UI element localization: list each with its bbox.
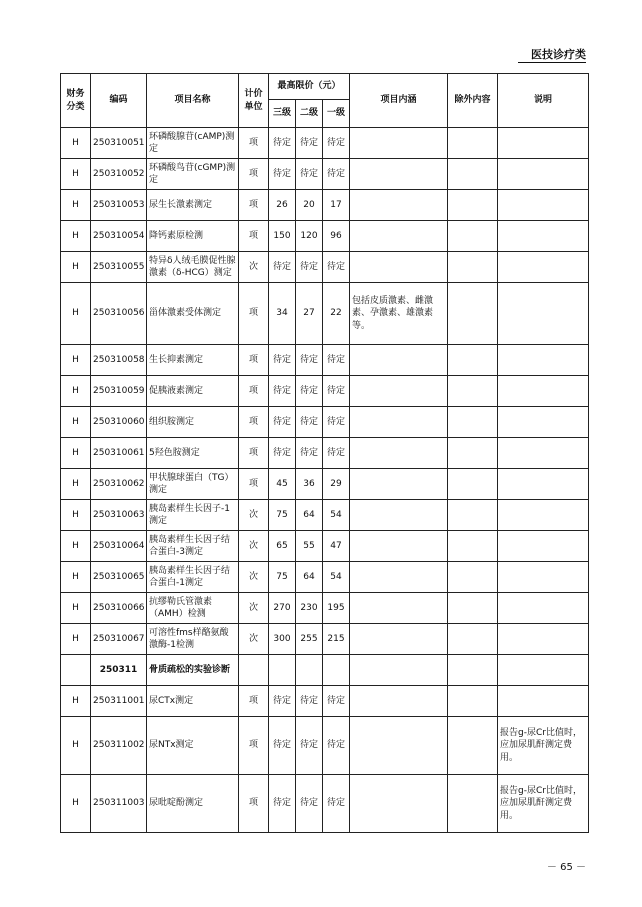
- header-exclusions: 除外内容: [448, 74, 498, 128]
- row-exclusions: [448, 655, 498, 686]
- row-price-level3: 待定: [269, 407, 296, 438]
- row-price-level1: 215: [323, 624, 350, 655]
- row-category: H: [61, 376, 91, 407]
- table-row: [61, 221, 589, 252]
- row-name: 尿NTx测定: [147, 717, 239, 775]
- table-row: [61, 252, 589, 283]
- row-price-level2: 待定: [296, 159, 323, 190]
- header-unit: 计价单位: [239, 74, 269, 128]
- row-exclusions: [448, 562, 498, 593]
- row-content: [350, 717, 448, 775]
- row-exclusions: [448, 252, 498, 283]
- row-name: 骨质疏松的实验诊断: [147, 655, 239, 686]
- header-level2: 二级: [296, 100, 323, 128]
- row-code: 250311: [91, 655, 147, 686]
- row-price-level1: 17: [323, 190, 350, 221]
- row-price-level2: 待定: [296, 252, 323, 283]
- header-category: 财务分类: [61, 74, 91, 128]
- row-code: 250310052: [91, 159, 147, 190]
- row-name: 生长抑素测定: [147, 345, 239, 376]
- row-price-level1: 54: [323, 562, 350, 593]
- row-unit: 项: [239, 376, 269, 407]
- row-name: 胰岛素样生长因子结合蛋白-3测定: [147, 531, 239, 562]
- row-code: 250310065: [91, 562, 147, 593]
- row-price-level3: 75: [269, 500, 296, 531]
- row-unit: 次: [239, 500, 269, 531]
- row-content: [350, 655, 448, 686]
- row-code: 250310060: [91, 407, 147, 438]
- table-row: [61, 438, 589, 469]
- table-row: [61, 562, 589, 593]
- row-content: [350, 128, 448, 159]
- row-price-level2: 64: [296, 562, 323, 593]
- row-name: 胰岛素样生长因子结合蛋白-1测定: [147, 562, 239, 593]
- row-content: [350, 221, 448, 252]
- row-price-level1: 47: [323, 531, 350, 562]
- row-name: 尿生长激素测定: [147, 190, 239, 221]
- row-code: 250310067: [91, 624, 147, 655]
- row-name: 胰岛素样生长因子-1测定: [147, 500, 239, 531]
- row-code: 250311001: [91, 686, 147, 717]
- row-notes: [498, 655, 589, 686]
- row-price-level2: 27: [296, 283, 323, 345]
- page-number: － 65 －: [546, 862, 586, 873]
- row-content: [350, 159, 448, 190]
- row-content: [350, 775, 448, 833]
- row-price-level2: 待定: [296, 345, 323, 376]
- table-row: [61, 407, 589, 438]
- row-content: [350, 438, 448, 469]
- row-unit: 项: [239, 775, 269, 833]
- row-name: 抗缪勒氏管激素（AMH）检测: [147, 593, 239, 624]
- row-code: 250310055: [91, 252, 147, 283]
- row-category: H: [61, 438, 91, 469]
- row-code: 250310063: [91, 500, 147, 531]
- section-title: 医技诊疗类: [531, 48, 586, 61]
- row-price-level1: 待定: [323, 252, 350, 283]
- row-price-level3: 75: [269, 562, 296, 593]
- header-code: 编码: [91, 74, 147, 128]
- row-notes: [498, 345, 589, 376]
- row-exclusions: [448, 407, 498, 438]
- header-notes: 说明: [498, 74, 589, 128]
- row-content: [350, 531, 448, 562]
- row-notes: [498, 562, 589, 593]
- row-price-level2: 255: [296, 624, 323, 655]
- table-row: [61, 624, 589, 655]
- row-category: H: [61, 531, 91, 562]
- fee-table: [60, 73, 589, 833]
- row-content: [350, 469, 448, 500]
- section-row: [61, 655, 589, 686]
- row-exclusions: [448, 717, 498, 775]
- row-price-level2: 36: [296, 469, 323, 500]
- row-unit: 项: [239, 283, 269, 345]
- row-price-level2: 64: [296, 500, 323, 531]
- row-category: H: [61, 190, 91, 221]
- row-exclusions: [448, 775, 498, 833]
- row-unit: 项: [239, 190, 269, 221]
- row-price-level3: [269, 655, 296, 686]
- row-price-level3: 待定: [269, 376, 296, 407]
- row-unit: 次: [239, 531, 269, 562]
- row-price-level1: 待定: [323, 345, 350, 376]
- row-code: 250310061: [91, 438, 147, 469]
- row-price-level3: 26: [269, 190, 296, 221]
- row-price-level2: 230: [296, 593, 323, 624]
- row-notes: [498, 252, 589, 283]
- row-category: H: [61, 775, 91, 833]
- row-code: 250310053: [91, 190, 147, 221]
- row-category: H: [61, 717, 91, 775]
- row-price-level1: 96: [323, 221, 350, 252]
- row-price-level3: 34: [269, 283, 296, 345]
- row-notes: [498, 593, 589, 624]
- row-content: [350, 562, 448, 593]
- row-name: 尿CTx测定: [147, 686, 239, 717]
- row-unit: 次: [239, 562, 269, 593]
- row-exclusions: [448, 438, 498, 469]
- row-category: H: [61, 252, 91, 283]
- row-name: 5羟色胺测定: [147, 438, 239, 469]
- row-notes: [498, 159, 589, 190]
- row-name: 组织胺测定: [147, 407, 239, 438]
- row-price-level2: 55: [296, 531, 323, 562]
- table-row: [61, 500, 589, 531]
- row-price-level2: 待定: [296, 717, 323, 775]
- row-price-level1: 待定: [323, 438, 350, 469]
- table-row: [61, 345, 589, 376]
- row-category: H: [61, 500, 91, 531]
- row-content: [350, 407, 448, 438]
- row-price-level3: 待定: [269, 345, 296, 376]
- row-exclusions: [448, 593, 498, 624]
- row-code: 250311002: [91, 717, 147, 775]
- row-notes: [498, 283, 589, 345]
- row-price-level2: 待定: [296, 686, 323, 717]
- row-category: H: [61, 593, 91, 624]
- row-unit: 项: [239, 407, 269, 438]
- row-name: 可溶性fms样酪氨酸激酶-1检测: [147, 624, 239, 655]
- row-notes: 报告g-尿Cr比值时，应加尿肌酐测定费用。: [498, 717, 589, 775]
- row-exclusions: [448, 283, 498, 345]
- row-unit: 项: [239, 128, 269, 159]
- row-price-level2: 待定: [296, 407, 323, 438]
- table-row: [61, 128, 589, 159]
- row-code: 250310051: [91, 128, 147, 159]
- row-price-level1: 待定: [323, 717, 350, 775]
- row-code: 250310064: [91, 531, 147, 562]
- row-price-level2: 待定: [296, 438, 323, 469]
- row-exclusions: [448, 159, 498, 190]
- row-price-level1: 待定: [323, 775, 350, 833]
- table-row: [61, 717, 589, 775]
- row-price-level1: 54: [323, 500, 350, 531]
- row-unit: 项: [239, 159, 269, 190]
- row-price-level3: 待定: [269, 159, 296, 190]
- row-exclusions: [448, 128, 498, 159]
- row-code: 250310054: [91, 221, 147, 252]
- row-name: 特异δ人绒毛膜促性腺激素（δ-HCG）测定: [147, 252, 239, 283]
- row-name: 尿吡啶酚测定: [147, 775, 239, 833]
- row-price-level3: 待定: [269, 252, 296, 283]
- row-category: H: [61, 624, 91, 655]
- row-exclusions: [448, 624, 498, 655]
- row-price-level1: 22: [323, 283, 350, 345]
- row-content: [350, 593, 448, 624]
- row-name: 环磷酸鸟苷(cGMP)测定: [147, 159, 239, 190]
- row-price-level1: 29: [323, 469, 350, 500]
- row-price-level1: 待定: [323, 407, 350, 438]
- row-code: 250310058: [91, 345, 147, 376]
- table-row: [61, 376, 589, 407]
- row-code: 250310056: [91, 283, 147, 345]
- row-category: H: [61, 221, 91, 252]
- row-unit: 项: [239, 469, 269, 500]
- row-notes: [498, 686, 589, 717]
- row-notes: [498, 221, 589, 252]
- row-content: [350, 345, 448, 376]
- row-price-level1: 195: [323, 593, 350, 624]
- row-unit: 次: [239, 593, 269, 624]
- row-price-level3: 150: [269, 221, 296, 252]
- row-content: [350, 686, 448, 717]
- row-name: 环磷酸腺苷(cAMP)测定: [147, 128, 239, 159]
- row-notes: [498, 531, 589, 562]
- header-content: 项目内涵: [350, 74, 448, 128]
- row-unit: 项: [239, 221, 269, 252]
- row-notes: [498, 469, 589, 500]
- row-exclusions: [448, 376, 498, 407]
- row-exclusions: [448, 531, 498, 562]
- row-notes: 报告g-尿Cr比值时，应加尿肌酐测定费用。: [498, 775, 589, 833]
- row-price-level2: 120: [296, 221, 323, 252]
- row-name: 甾体激素受体测定: [147, 283, 239, 345]
- row-price-level2: 待定: [296, 376, 323, 407]
- row-price-level3: 45: [269, 469, 296, 500]
- row-code: 250311003: [91, 775, 147, 833]
- row-content: 包括皮质激素、雌激素、孕激素、雄激素等。: [350, 283, 448, 345]
- table-row: [61, 190, 589, 221]
- row-price-level3: 待定: [269, 686, 296, 717]
- row-category: [61, 655, 91, 686]
- table-row: [61, 469, 589, 500]
- row-exclusions: [448, 345, 498, 376]
- row-notes: [498, 128, 589, 159]
- row-price-level3: 300: [269, 624, 296, 655]
- row-name: 甲状腺球蛋白（TG）测定: [147, 469, 239, 500]
- row-content: [350, 624, 448, 655]
- table-row: [61, 159, 589, 190]
- row-price-level1: [323, 655, 350, 686]
- header-max-price: 最高限价（元）: [269, 74, 350, 100]
- row-unit: 次: [239, 252, 269, 283]
- row-category: H: [61, 283, 91, 345]
- row-code: 250310059: [91, 376, 147, 407]
- row-category: H: [61, 345, 91, 376]
- table-row: [61, 531, 589, 562]
- row-price-level3: 待定: [269, 438, 296, 469]
- row-price-level3: 65: [269, 531, 296, 562]
- header-level3: 三级: [269, 100, 296, 128]
- row-notes: [498, 624, 589, 655]
- row-exclusions: [448, 469, 498, 500]
- table-row: [61, 593, 589, 624]
- row-price-level2: 待定: [296, 128, 323, 159]
- row-category: H: [61, 686, 91, 717]
- row-category: H: [61, 562, 91, 593]
- table-row: [61, 775, 589, 833]
- row-price-level1: 待定: [323, 128, 350, 159]
- row-price-level2: 20: [296, 190, 323, 221]
- row-price-level1: 待定: [323, 686, 350, 717]
- row-price-level1: 待定: [323, 376, 350, 407]
- table-row: [61, 686, 589, 717]
- row-price-level2: [296, 655, 323, 686]
- row-exclusions: [448, 221, 498, 252]
- row-name: 促胰液素测定: [147, 376, 239, 407]
- row-category: H: [61, 469, 91, 500]
- row-notes: [498, 438, 589, 469]
- row-unit: 项: [239, 717, 269, 775]
- row-price-level1: 待定: [323, 159, 350, 190]
- section-title-rule: [518, 62, 586, 63]
- row-category: H: [61, 407, 91, 438]
- table-body: [61, 128, 589, 833]
- row-price-level2: 待定: [296, 775, 323, 833]
- row-unit: 次: [239, 624, 269, 655]
- row-category: H: [61, 159, 91, 190]
- row-exclusions: [448, 190, 498, 221]
- row-unit: [239, 655, 269, 686]
- row-price-level3: 待定: [269, 717, 296, 775]
- header-level1: 一级: [323, 100, 350, 128]
- row-unit: 项: [239, 345, 269, 376]
- row-content: [350, 500, 448, 531]
- row-exclusions: [448, 500, 498, 531]
- row-notes: [498, 500, 589, 531]
- row-notes: [498, 407, 589, 438]
- table-row: [61, 283, 589, 345]
- row-category: H: [61, 128, 91, 159]
- row-name: 降钙素原检测: [147, 221, 239, 252]
- row-code: 250310062: [91, 469, 147, 500]
- row-notes: [498, 190, 589, 221]
- row-content: [350, 190, 448, 221]
- row-content: [350, 376, 448, 407]
- row-exclusions: [448, 686, 498, 717]
- row-content: [350, 252, 448, 283]
- row-price-level3: 待定: [269, 775, 296, 833]
- row-notes: [498, 376, 589, 407]
- row-unit: 项: [239, 686, 269, 717]
- header-name: 项目名称: [147, 74, 239, 128]
- row-price-level3: 270: [269, 593, 296, 624]
- row-code: 250310066: [91, 593, 147, 624]
- row-price-level3: 待定: [269, 128, 296, 159]
- row-unit: 项: [239, 438, 269, 469]
